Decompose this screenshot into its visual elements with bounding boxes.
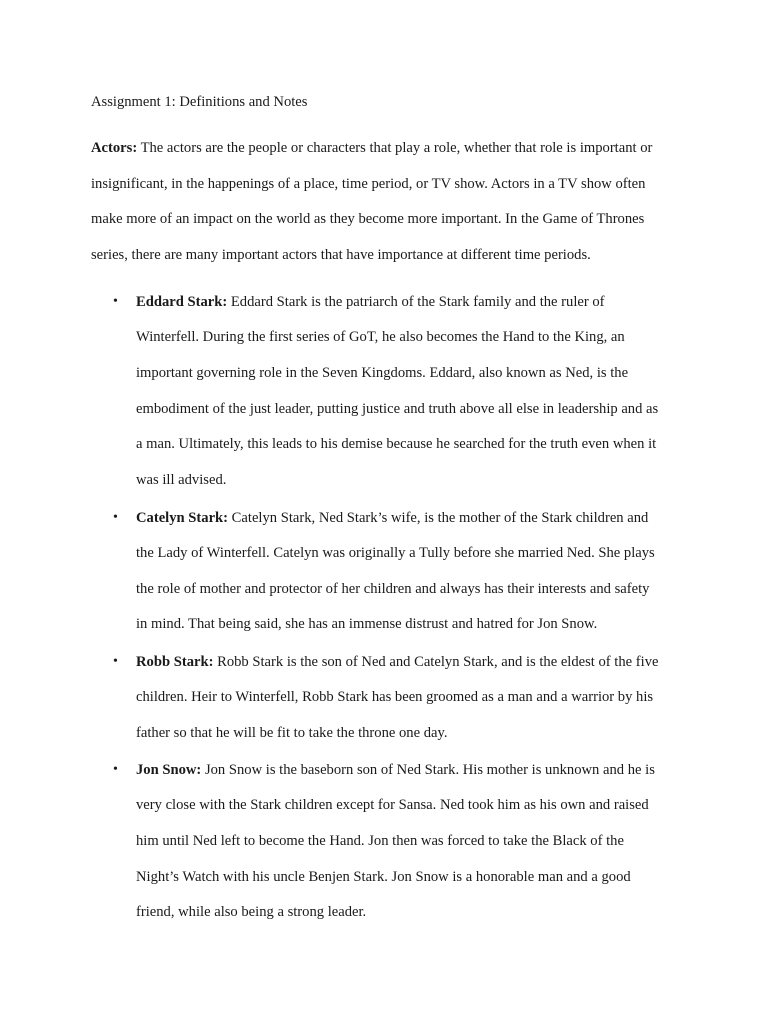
definition-text: The actors are the people or characters that play a role, whether that role is important or (137, 140, 653, 156)
list-item-line: in mind. That being said, she has an immense distrust and hatred for Jon Snow. (136, 616, 598, 632)
list-item-line: Night’s Watch with his uncle Benjen Stark. Jon Snow is a honorable man and a good (136, 869, 631, 885)
definition-text: Eddard Stark is the patriarch of the Stark family and the ruler of (227, 294, 605, 310)
list-item-line: friend, while also being a strong leader. (136, 904, 367, 920)
list-item-line (136, 293, 605, 311)
list-item-line: Winterfell. During the first series of GoT, he also becomes the Hand to the King, an (136, 329, 625, 345)
list-item-line (136, 761, 655, 779)
document-title: Assignment 1: Definitions and Notes (91, 94, 308, 110)
list-item-line: very close with the Stark children except for Sansa. Ned took him as his own and raised (136, 797, 649, 813)
paragraph-line (91, 139, 652, 157)
list-item-line: the Lady of Winterfell. Catelyn was originally a Tully before she married Ned. She plays (136, 545, 655, 561)
term-label: Actors: (91, 140, 138, 156)
paragraph-line: series, there are many important actors that have importance at different time periods. (91, 247, 591, 263)
term-label: Robb Stark: (136, 654, 214, 670)
term-label: Catelyn Stark: (136, 510, 229, 526)
definition-text: Catelyn Stark, Ned Stark’s wife, is the mother of the Stark children and (228, 510, 649, 526)
list-item-line: important governing role in the Seven Kingdoms. Eddard, also known as Ned, is the (136, 365, 629, 381)
list-item-line: children. Heir to Winterfell, Robb Stark has been groomed as a man and a warrior by his (136, 689, 654, 705)
list-item-line (136, 653, 658, 671)
list-item-line: embodiment of the just leader, putting justice and truth above all else in leadership and as (136, 401, 659, 417)
list-item-line: the role of mother and protector of her children and always has their interests and safety (136, 581, 650, 597)
term-label: Eddard Stark: (136, 294, 228, 310)
bullet-marker: • (113, 654, 118, 669)
list-item-line: a man. Ultimately, this leads to his demise because he searched for the truth even when it (136, 436, 657, 452)
bullet-marker: • (113, 294, 118, 309)
term-label: Jon Snow: (136, 762, 202, 778)
bullet-marker: • (113, 510, 118, 525)
paragraph-line: insignificant, in the happenings of a place, time period, or TV show. Actors in a TV show often (91, 176, 646, 192)
definition-text: Jon Snow is the baseborn son of Ned Stark. His mother is unknown and he is (201, 762, 655, 778)
list-item-line: him until Ned left to become the Hand. Jon then was forced to take the Black of the (136, 833, 624, 849)
bullet-marker: • (113, 762, 118, 777)
list-item-line: father so that he will be fit to take the throne one day. (136, 725, 448, 741)
list-item-line (136, 509, 648, 527)
paragraph-line: make more of an impact on the world as they become more important. In the Game of Thrones (91, 211, 645, 227)
list-item-line: was ill advised. (136, 472, 227, 488)
definition-text: Robb Stark is the son of Ned and Catelyn Stark, and is the eldest of the five (213, 654, 659, 670)
